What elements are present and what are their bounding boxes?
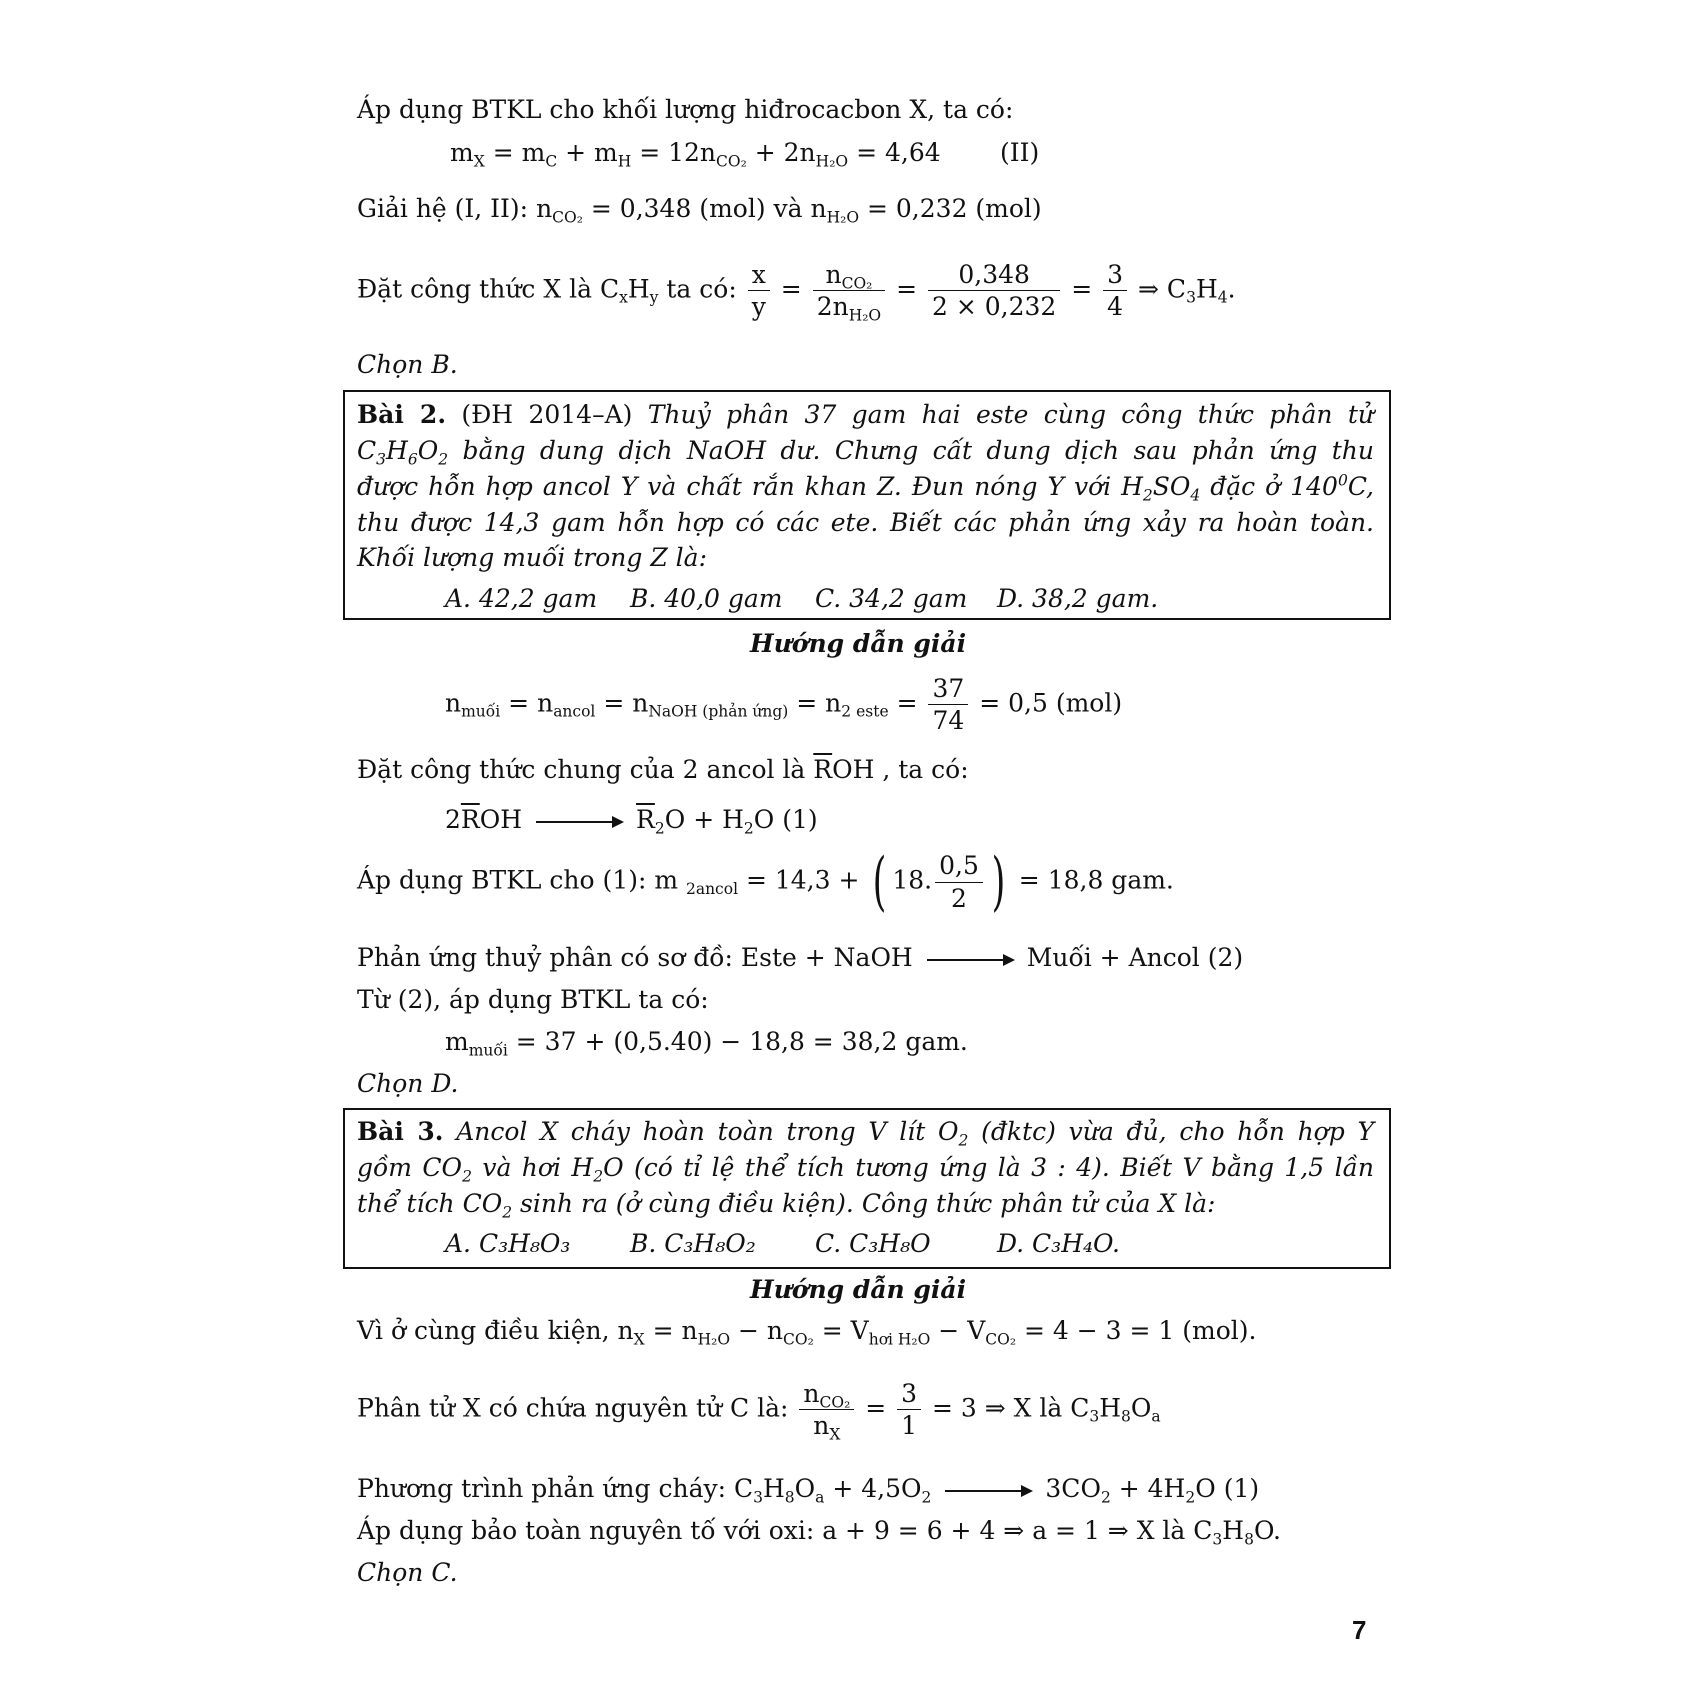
- text: 2: [445, 805, 461, 834]
- subscript: ancol: [553, 702, 596, 721]
- problem-label: Bài 2.: [357, 400, 447, 429]
- text: gồm CO: [357, 1153, 463, 1182]
- text: ta có:: [658, 274, 745, 304]
- subscript: 4: [1217, 288, 1228, 307]
- text: C. C₃H₈O: [815, 1229, 931, 1258]
- text: R: [636, 805, 655, 834]
- subscript: y: [649, 288, 659, 307]
- equation-II: [450, 138, 941, 171]
- text: − V: [930, 1316, 986, 1345]
- text: =: [1063, 274, 1101, 304]
- text: = 0,232 (mol): [859, 194, 1042, 223]
- subscript: muối: [461, 702, 501, 721]
- text: được hỗn hợp ancol Y và chất rắn khan Z. Đun nóng Y với H: [357, 472, 1143, 501]
- subscript: muối: [468, 1041, 508, 1060]
- problem-label: Bài 3.: [357, 1117, 444, 1146]
- text: = V: [813, 1316, 869, 1345]
- subscript: 3: [1089, 1407, 1100, 1426]
- subscript: 3: [1212, 1530, 1223, 1549]
- numerator: 0,5: [935, 850, 983, 882]
- fraction: [748, 259, 770, 323]
- text: Vì ở cùng điều kiện, n: [357, 1316, 634, 1345]
- text: = 0,348 (mol) và: [582, 194, 811, 223]
- text: 2n: [816, 292, 849, 322]
- denominator: 4: [1107, 292, 1124, 322]
- text: m: [445, 1027, 469, 1056]
- text: (đktc) vừa đủ, cho hỗn hợp Y: [968, 1117, 1374, 1146]
- text: Muối + Ancol (2): [1026, 943, 1244, 972]
- subscript: 2: [1100, 1488, 1111, 1507]
- text: .: [1227, 274, 1236, 304]
- text: + m: [557, 138, 618, 167]
- text: D. C₃H₄O.: [997, 1229, 1120, 1258]
- text: O (có tỉ lệ thể tích tương ứng là 3 : 4). Biết V bằng 1,5 lần: [603, 1153, 1374, 1182]
- text: Chọn C.: [357, 1558, 458, 1587]
- equation: [357, 845, 1174, 919]
- paragraph: [357, 755, 969, 785]
- text: =: [857, 1393, 895, 1423]
- text: thu được 14,3 gam hỗn hợp có các ete. Biết các phản ứng xảy ra hoàn toàn.: [357, 508, 1374, 537]
- subscript: CO₂: [716, 152, 747, 171]
- text: n: [445, 688, 462, 718]
- text: Áp dụng BTKL cho (1): m: [357, 865, 686, 895]
- text: − n: [730, 1316, 784, 1345]
- subscript: a: [815, 1488, 825, 1507]
- text: n: [536, 194, 553, 223]
- subscript: hơi H₂O: [868, 1330, 931, 1349]
- subscript: 8: [1121, 1407, 1131, 1426]
- text: A. C₃H₈O₃: [445, 1229, 571, 1258]
- superscript: 0: [1337, 471, 1348, 490]
- numerator: x: [748, 259, 770, 291]
- text: H: [1222, 1516, 1245, 1545]
- text: Áp dụng bảo toàn nguyên tố với oxi: a + 9 = 6 + 4 ⇒ a = 1 ⇒ X là C: [357, 1516, 1213, 1545]
- text: A. 42,2 gam: [445, 584, 598, 613]
- text: = 4 − 3 = 1 (mol).: [1016, 1316, 1257, 1345]
- subscript: 2: [502, 1203, 513, 1222]
- fraction: [928, 259, 1060, 323]
- text: = m: [484, 138, 546, 167]
- formula-line: [357, 259, 1236, 323]
- text: = 37 + (0,5.40) − 18,8 = 38,2 gam.: [507, 1027, 968, 1056]
- numerator: [799, 1378, 854, 1410]
- option-d: [997, 584, 1158, 614]
- reaction-arrow: [945, 1490, 1031, 1492]
- text: C,: [1347, 472, 1374, 501]
- subscript: 4: [1190, 486, 1201, 505]
- text: Hướng dẫn giải: [750, 1275, 967, 1304]
- text: R: [460, 805, 480, 834]
- text: 18.: [892, 865, 933, 895]
- denominator: y: [751, 292, 766, 322]
- fraction: [897, 1378, 921, 1442]
- subscript: 2 este: [841, 702, 889, 721]
- text: + 4H: [1110, 1474, 1186, 1503]
- option-c: [815, 1229, 931, 1259]
- denominator: 2: [951, 883, 967, 913]
- subscript: a: [1151, 1407, 1161, 1426]
- text: = n: [595, 688, 649, 718]
- problem-line: [357, 1117, 1374, 1150]
- text: n: [681, 1316, 698, 1345]
- option-a: [445, 1229, 570, 1259]
- subscript: CO₂: [841, 274, 873, 293]
- option-d: [997, 1229, 1120, 1259]
- text: =: [888, 688, 926, 718]
- subscript: X: [633, 1330, 645, 1349]
- text: Ancol X cháy hoàn toàn trong V lít O: [443, 1117, 959, 1146]
- problem-line: [357, 1189, 1216, 1222]
- denominator: 2 × 0,232: [932, 292, 1057, 322]
- fraction: [928, 673, 968, 737]
- problem-line: [357, 436, 1374, 469]
- subscript: C: [545, 152, 558, 171]
- text: n: [803, 1379, 820, 1408]
- text: R: [813, 755, 833, 784]
- text: H: [627, 274, 650, 304]
- subscript: X: [473, 152, 485, 171]
- paragraph: [357, 1516, 1281, 1549]
- equation: [445, 673, 1122, 737]
- subscript: 2: [743, 819, 754, 838]
- text: B. 40,0 gam: [630, 584, 783, 613]
- answer-choice: [357, 1558, 458, 1588]
- section-heading: [750, 1275, 966, 1305]
- text: Chọn B.: [357, 350, 458, 379]
- subscript: X: [829, 1425, 841, 1444]
- reaction-1: [445, 805, 818, 838]
- text: bằng dung dịch NaOH dư. Chưng cất dung dịch sau phản ứng thu: [448, 436, 1374, 465]
- text: + 2n: [746, 138, 816, 167]
- text: OH: [479, 805, 523, 834]
- problem-line: [357, 1153, 1374, 1186]
- problem-line: [357, 543, 707, 573]
- subscript: 2: [921, 1488, 932, 1507]
- text: và hơi H: [471, 1153, 594, 1182]
- text: O.: [1253, 1516, 1281, 1545]
- option-a: [445, 584, 597, 614]
- subscript: CO₂: [819, 1393, 851, 1412]
- reaction-arrow: [536, 821, 622, 823]
- fraction: [1103, 259, 1127, 323]
- text: H: [762, 1474, 785, 1503]
- subscript: 3: [1186, 288, 1196, 307]
- subscript: H: [617, 152, 632, 171]
- subscript: H₂O: [826, 208, 860, 227]
- text: =: [888, 274, 925, 304]
- text: 3CO: [1045, 1474, 1101, 1503]
- text: n: [825, 260, 842, 289]
- text: =: [772, 274, 810, 304]
- text: m: [450, 138, 474, 167]
- text: n: [813, 1411, 830, 1441]
- problem-line: [357, 400, 1374, 430]
- text: n: [699, 138, 717, 167]
- equation-tag: [1000, 138, 1039, 168]
- paragraph: [357, 1378, 1161, 1442]
- text: = 18,8 gam.: [1010, 865, 1174, 895]
- subscript: CO₂: [552, 208, 583, 227]
- subscript: H₂O: [815, 152, 849, 171]
- text: Đặt công thức X là C: [357, 274, 620, 304]
- problem-line: [357, 508, 1374, 538]
- equation: [445, 1027, 968, 1060]
- text: H: [386, 436, 408, 465]
- text: B. C₃H₈O₂: [630, 1229, 756, 1258]
- text: O (1): [753, 805, 818, 834]
- text: ⇒ C: [1130, 274, 1187, 304]
- fraction: [935, 850, 983, 914]
- text: = 0,5 (mol): [971, 688, 1123, 718]
- text: Phân tử X có chứa nguyên tử C là:: [357, 1393, 797, 1423]
- subscript: H₂O: [697, 1330, 731, 1349]
- text: + 4,5O: [824, 1474, 922, 1503]
- text: Chọn D.: [357, 1069, 459, 1098]
- denominator: [799, 1410, 854, 1444]
- right-parenthesis: ): [991, 845, 1006, 919]
- text: Giải hệ (I, II):: [357, 194, 537, 223]
- text: H: [1099, 1393, 1122, 1423]
- text: Phương trình phản ứng cháy: C: [357, 1474, 754, 1503]
- text: 7: [1352, 1615, 1367, 1645]
- paragraph: [357, 985, 709, 1015]
- subscript: 8: [784, 1488, 795, 1507]
- numerator: 3: [897, 1378, 921, 1410]
- text: =: [644, 1316, 682, 1345]
- subscript: 2ancol: [685, 879, 739, 898]
- text: Thuỷ phân 37 gam hai este cùng công thức phân tử: [647, 400, 1374, 429]
- text: Phản ứng thuỷ phân có sơ đồ: Este + NaOH: [357, 943, 913, 972]
- text: Hướng dẫn giải: [750, 629, 967, 658]
- text: C: [357, 436, 377, 465]
- text: OH , ta có:: [832, 755, 969, 784]
- subscript: 2: [1142, 486, 1153, 505]
- subscript: H₂O: [848, 306, 882, 325]
- text: Khối lượng muối trong Z là:: [357, 543, 707, 572]
- subscript: 2: [654, 819, 665, 838]
- subscript: x: [619, 288, 628, 307]
- page-number: [1352, 1615, 1366, 1646]
- subscript: 6: [407, 450, 418, 469]
- text: Từ (2), áp dụng BTKL ta có:: [357, 985, 709, 1014]
- option-b: [630, 1229, 756, 1259]
- subscript: 2: [593, 1167, 604, 1186]
- text: sinh ra (ở cùng điều kiện). Công thức phân tử của X là:: [512, 1189, 1216, 1218]
- paragraph: [357, 943, 1243, 973]
- subscript: 2: [958, 1131, 969, 1150]
- text: H: [1195, 274, 1218, 304]
- text: O: [417, 436, 439, 465]
- text: O + H: [664, 805, 744, 834]
- numerator: [813, 259, 885, 291]
- text: C. 34,2 gam: [815, 584, 968, 613]
- numerator: 0,348: [928, 259, 1060, 291]
- text: đặc ở 140: [1200, 472, 1338, 501]
- denominator: 74: [932, 706, 965, 736]
- text: = n: [500, 688, 554, 718]
- left-parenthesis: (: [873, 845, 887, 919]
- text: Đặt công thức chung của 2 ancol là: [357, 755, 814, 784]
- subscript: NaOH (phản ứng): [648, 702, 789, 721]
- option-b: [630, 584, 783, 614]
- subscript: 2: [462, 1167, 472, 1186]
- subscript: 3: [753, 1488, 763, 1507]
- paragraph: [357, 1316, 1257, 1349]
- text: thể tích CO: [357, 1189, 503, 1218]
- subscript: CO₂: [985, 1330, 1017, 1349]
- text: = 14,3 +: [738, 865, 868, 895]
- text: O: [794, 1474, 816, 1503]
- fraction: [813, 259, 885, 323]
- text: = n: [788, 688, 842, 718]
- subscript: 2: [1185, 1488, 1196, 1507]
- text: (II): [1000, 138, 1040, 167]
- reaction-arrow: [927, 959, 1013, 961]
- text: Áp dụng BTKL cho khối lượng hiđrocacbon X, ta có:: [357, 95, 1014, 124]
- reaction-1: [357, 1474, 1260, 1507]
- option-c: [815, 584, 967, 614]
- text: SO: [1152, 472, 1191, 501]
- text: = 3 ⇒ X là C: [924, 1393, 1090, 1423]
- text: n: [810, 194, 827, 223]
- answer-choice: [357, 1069, 458, 1099]
- paragraph: [357, 194, 1042, 227]
- text: (ĐH 2014–A): [446, 400, 648, 429]
- numerator: 3: [1103, 259, 1127, 291]
- paragraph: [357, 95, 1013, 125]
- denominator: [813, 291, 885, 325]
- fraction: [799, 1378, 854, 1442]
- numerator: 37: [928, 673, 968, 705]
- text: O: [1130, 1393, 1152, 1423]
- subscript: CO₂: [783, 1330, 814, 1349]
- denominator: 1: [901, 1411, 918, 1441]
- text: O (1): [1195, 1474, 1260, 1503]
- answer-choice: [357, 350, 458, 380]
- text: = 4,64: [848, 138, 941, 167]
- subscript: 8: [1244, 1530, 1254, 1549]
- section-heading: [750, 629, 966, 659]
- subscript: 2: [438, 450, 449, 469]
- text: = 12: [631, 138, 700, 167]
- text: D. 38,2 gam.: [997, 584, 1159, 613]
- problem-line: [357, 471, 1374, 505]
- subscript: 3: [376, 450, 387, 469]
